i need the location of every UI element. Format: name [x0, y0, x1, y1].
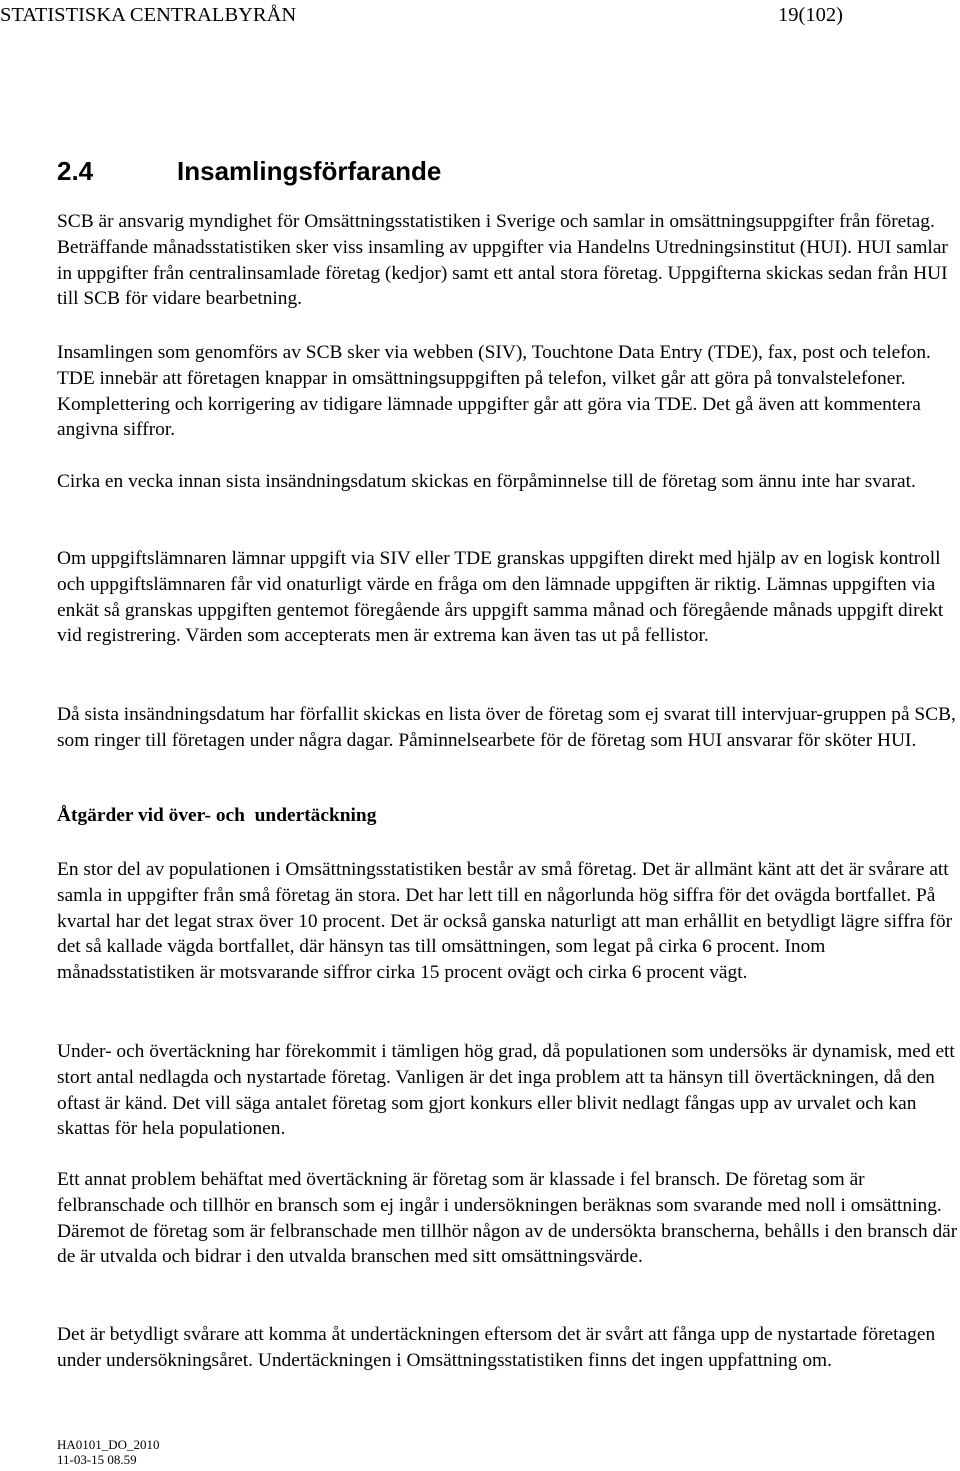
- document-timestamp: 11-03-15 08.59: [57, 1452, 137, 1467]
- page-header: [0, 4, 960, 30]
- page-number: 19(102): [778, 4, 843, 26]
- paragraph-under-over-coverage: Under- och övertäckning har förekommit i tämligen hög grad, då populationen som undersöks är dynamisk, med ett stort antal nedlagda och nystartade företag. Vanligen är det inga problem att ta hänsyn till övertäckningen, då den oftast är känd. Det vill säga antalet företag som gjort konkurs eller blivit nedlagt fångas upp av urvalet och kan skattas för hela populationen.: [57, 1041, 955, 1140]
- paragraph-collection-methods: Insamlingen som genomförs av SCB sker via webben (SIV), Touchtone Data Entry (TDE), fax, post och telefon. TDE innebär att företagen knappar in omsättningsuppgiften på telefon, vilket går att göra på tonvalstelefoner. Komplettering och korrigering av tidigare lämnade uppgifter går att göra via TDE. Det gå även att kommentera angivna siffror.: [57, 342, 931, 441]
- paragraph-follow-up: Då sista insändningsdatum har förfallit skickas en lista över de företag som ej svarat till intervjuar-gruppen på SCB, som ringer till företagen under några dagar. Påminnelsearbete för de företag som HUI ansvarar för sköter HUI.: [57, 704, 956, 751]
- section-heading: [57, 154, 441, 188]
- paragraph-nonresponse: En stor del av populationen i Omsättningsstatistiken består av små företag. Det är allmänt känt att det är svårare att samla in uppgifter från små företag än stora. Det har lett till en någorlunda hög siffra för det ovägda bortfallet. På kvartal har det legat strax över 10 procent. Det är också ganska naturligt att man erhållit en betydligt lägre siffra för det så kallade vägda bortfallet, där hänsyn tas till omsättningen, som legat på cirka 6 procent. Inom månadsstatistiken är motsvarande siffror cirka 15 procent ovägt och cirka 6 procent vägt.: [57, 859, 953, 984]
- paragraph-collection-responsibility: SCB är ansvarig myndighet för Omsättningsstatistiken i Sverige och samlar in omsättningsuppgifter från företag. Beträffande månadsstatistiken sker viss insamling av uppgifter via Handelns Utredningsinstitut (HUI). HUI samlar in uppgifter från centralinsamlade företag (kedjor) samt ett antal stora företag. Uppgifterna skickas sedan från HUI till SCB för vidare bearbetning.: [57, 211, 948, 310]
- subheading-coverage: Åtgärder vid över- och undertäckning: [57, 805, 377, 826]
- organization-name: STATISTISKA CENTRALBYRÅN: [0, 4, 297, 26]
- section-number: 2.4: [57, 156, 94, 186]
- paragraph-misclassification: Ett annat problem behäftat med övertäckning är företag som är klassade i fel bransch. De företag som är felbranschade och tillhör en bransch som ej ingår i undersökningen beräknas som svarande med noll i omsättning. Däremot de företag som är felbranschade men tillhör någon av de undersökta branscherna, behålls i den bransch där de är utvalda och bidrar i den utvalda branschen med sitt omsättningsvärde.: [57, 1169, 958, 1268]
- page-footer: [57, 1437, 160, 1467]
- section-title: Insamlingsförfarande: [177, 156, 442, 186]
- paragraph-reminder: Cirka en vecka innan sista insändningsdatum skickas en förpåminnelse till de företag som ännu inte har svarat.: [57, 471, 916, 492]
- paragraph-data-review: Om uppgiftslämnaren lämnar uppgift via SIV eller TDE granskas uppgiften direkt med hjälp av en logisk kontroll och uppgiftslämnaren får vid onaturligt värde en fråga om den lämnade uppgiften är riktig. Lämnas uppgiften via enkät så granskas uppgiften gentemot föregående års uppgift samma månad och föregående månads uppgift direkt vid registrering. Värden som accepterats men är extrema kan även tas ut på fellistor.: [57, 548, 944, 647]
- document-id: HA0101_DO_2010: [57, 1437, 160, 1452]
- paragraph-undercoverage: Det är betydligt svårare att komma åt undertäckningen eftersom det är svårt att fånga upp de nystartade företagen under undersökningsåret. Undertäckningen i Omsättningsstatistiken finns det ingen uppfattning om.: [57, 1324, 936, 1371]
